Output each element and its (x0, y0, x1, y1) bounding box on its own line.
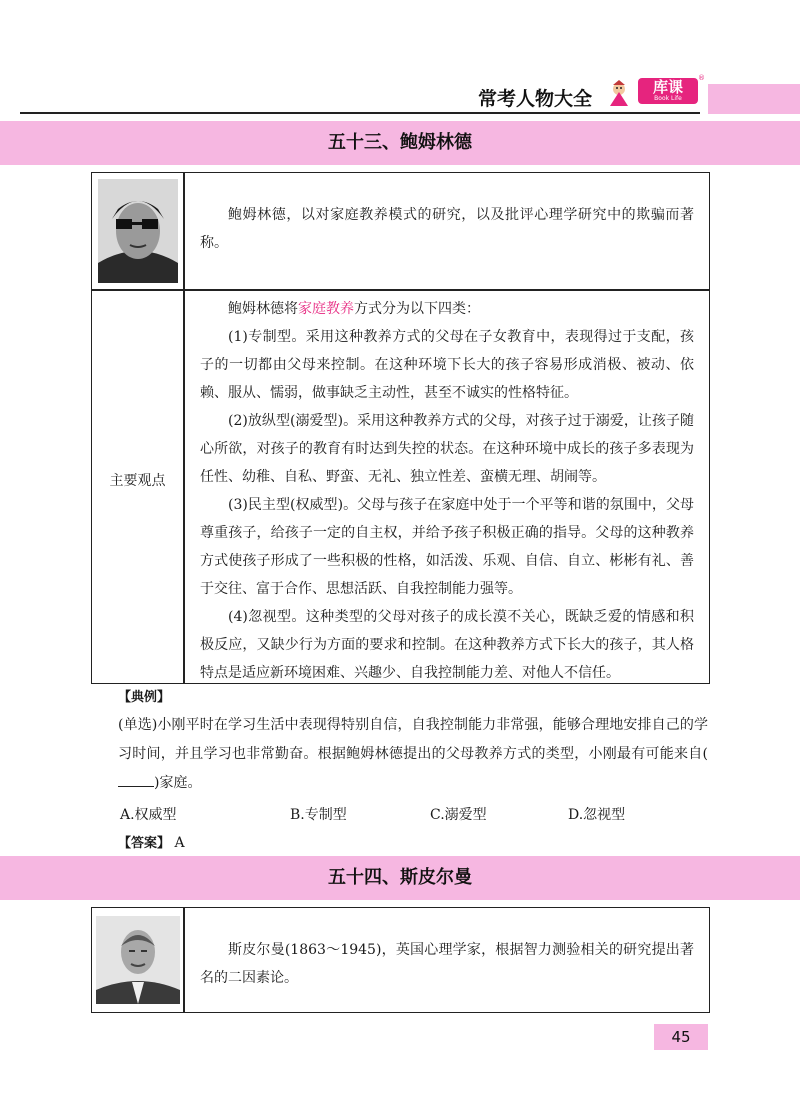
baumrind-table (91, 172, 710, 684)
main-views-lead: 鲍姆林德将家庭教养方式分为以下四类： (228, 301, 480, 317)
example-question: (单选)小刚平时在学习生活中表现得特别自信，自我控制能力非常强，能够合理地安排自己的学习时间，并且学习也非常勤奋。根据鲍姆林德提出的父母教养方式的类型，小刚最有可能来自()家庭。 (118, 717, 708, 791)
option-a: A.权威型 (120, 807, 177, 823)
highlight-family-upbringing: 家庭教养 (298, 301, 354, 317)
section-heading-spearman: 五十四、斯皮尔曼 (0, 856, 800, 900)
spearman-portrait (96, 916, 180, 1004)
point-authoritative: (3)民主型(权威型)。父母与孩子在家庭中处于一个平等和谐的氛围中，父母尊重孩子，给孩子一定的自主权，并给予孩子积极正确的指导。父母的这种教养方式使孩子形成了一些积极的性格，如活泼、乐观、自信、自立、彬彬有礼、善于交往、富于合作、思想活跃、自我控制能力强等。 (200, 497, 694, 597)
spearman-table (91, 907, 710, 1013)
point-authoritarian: (1)专制型。采用这种教养方式的父母在子女教育中，表现得过于支配，孩子的一切都由父母来控制。在这种环境下长大的孩子容易形成消极、被动、依赖、服从、懦弱，做事缺乏主动性，甚至不诚实的性格特征。 (200, 329, 694, 401)
logo-subtext: Book Life (654, 95, 682, 102)
table-column-divider (183, 908, 185, 1012)
answer-tag: 【答案】 (118, 836, 171, 851)
option-list (118, 800, 708, 828)
baumrind-intro: 鲍姆林德，以对家庭教养模式的研究，以及批评心理学研究中的欺骗而著称。 (200, 207, 694, 251)
row-label-main-views: 主要观点 (109, 473, 166, 489)
header-rule (20, 112, 700, 114)
table-column-divider (183, 173, 185, 683)
option-b: B.专制型 (290, 807, 347, 823)
kuke-logo (638, 74, 705, 106)
option-d: D.忽视型 (568, 807, 626, 823)
logo-registered-mark: ® (698, 74, 705, 82)
option-c: C.溺爱型 (430, 807, 487, 823)
section-heading-baumrind: 五十三、鲍姆林德 (0, 121, 800, 165)
header-pink-tab (708, 84, 800, 114)
page-header (0, 70, 800, 114)
example-block (118, 686, 708, 851)
example-tag: 【典例】 (118, 690, 171, 705)
book-title: 常考人物大全 (478, 88, 593, 110)
spearman-intro: 斯皮尔曼(1863～1945)，英国心理学家，根据智力测验相关的研究提出著名的二因素论。 (200, 942, 694, 986)
point-neglectful: (4)忽视型。这种类型的父母对孩子的成长漠不关心，既缺乏爱的情感和积极反应，又缺少行为方面的要求和控制。在这种教养方式下长大的孩子，其人格特点是适应新环境困难、兴趣少、自我控制能力差、对他人不信任。 (200, 609, 694, 681)
answer-value: A (174, 835, 185, 851)
table-row-divider (92, 289, 709, 291)
mascot-icon (604, 78, 634, 108)
answer-blank (118, 772, 154, 787)
page-number: 45 (654, 1024, 708, 1050)
baumrind-portrait (98, 179, 178, 283)
logo-text: 库课 (638, 78, 698, 104)
answer-line (118, 832, 708, 851)
main-views-content (200, 295, 694, 687)
point-permissive: (2)放纵型(溺爱型)。采用这种教养方式的父母，对孩子过于溺爱，让孩子随心所欲，对孩子的教育有时达到失控的状态。在这种环境中成长的孩子多表现为任性、幼稚、自私、野蛮、无礼、独立性差、蛮横无理、胡闹等。 (200, 413, 694, 485)
